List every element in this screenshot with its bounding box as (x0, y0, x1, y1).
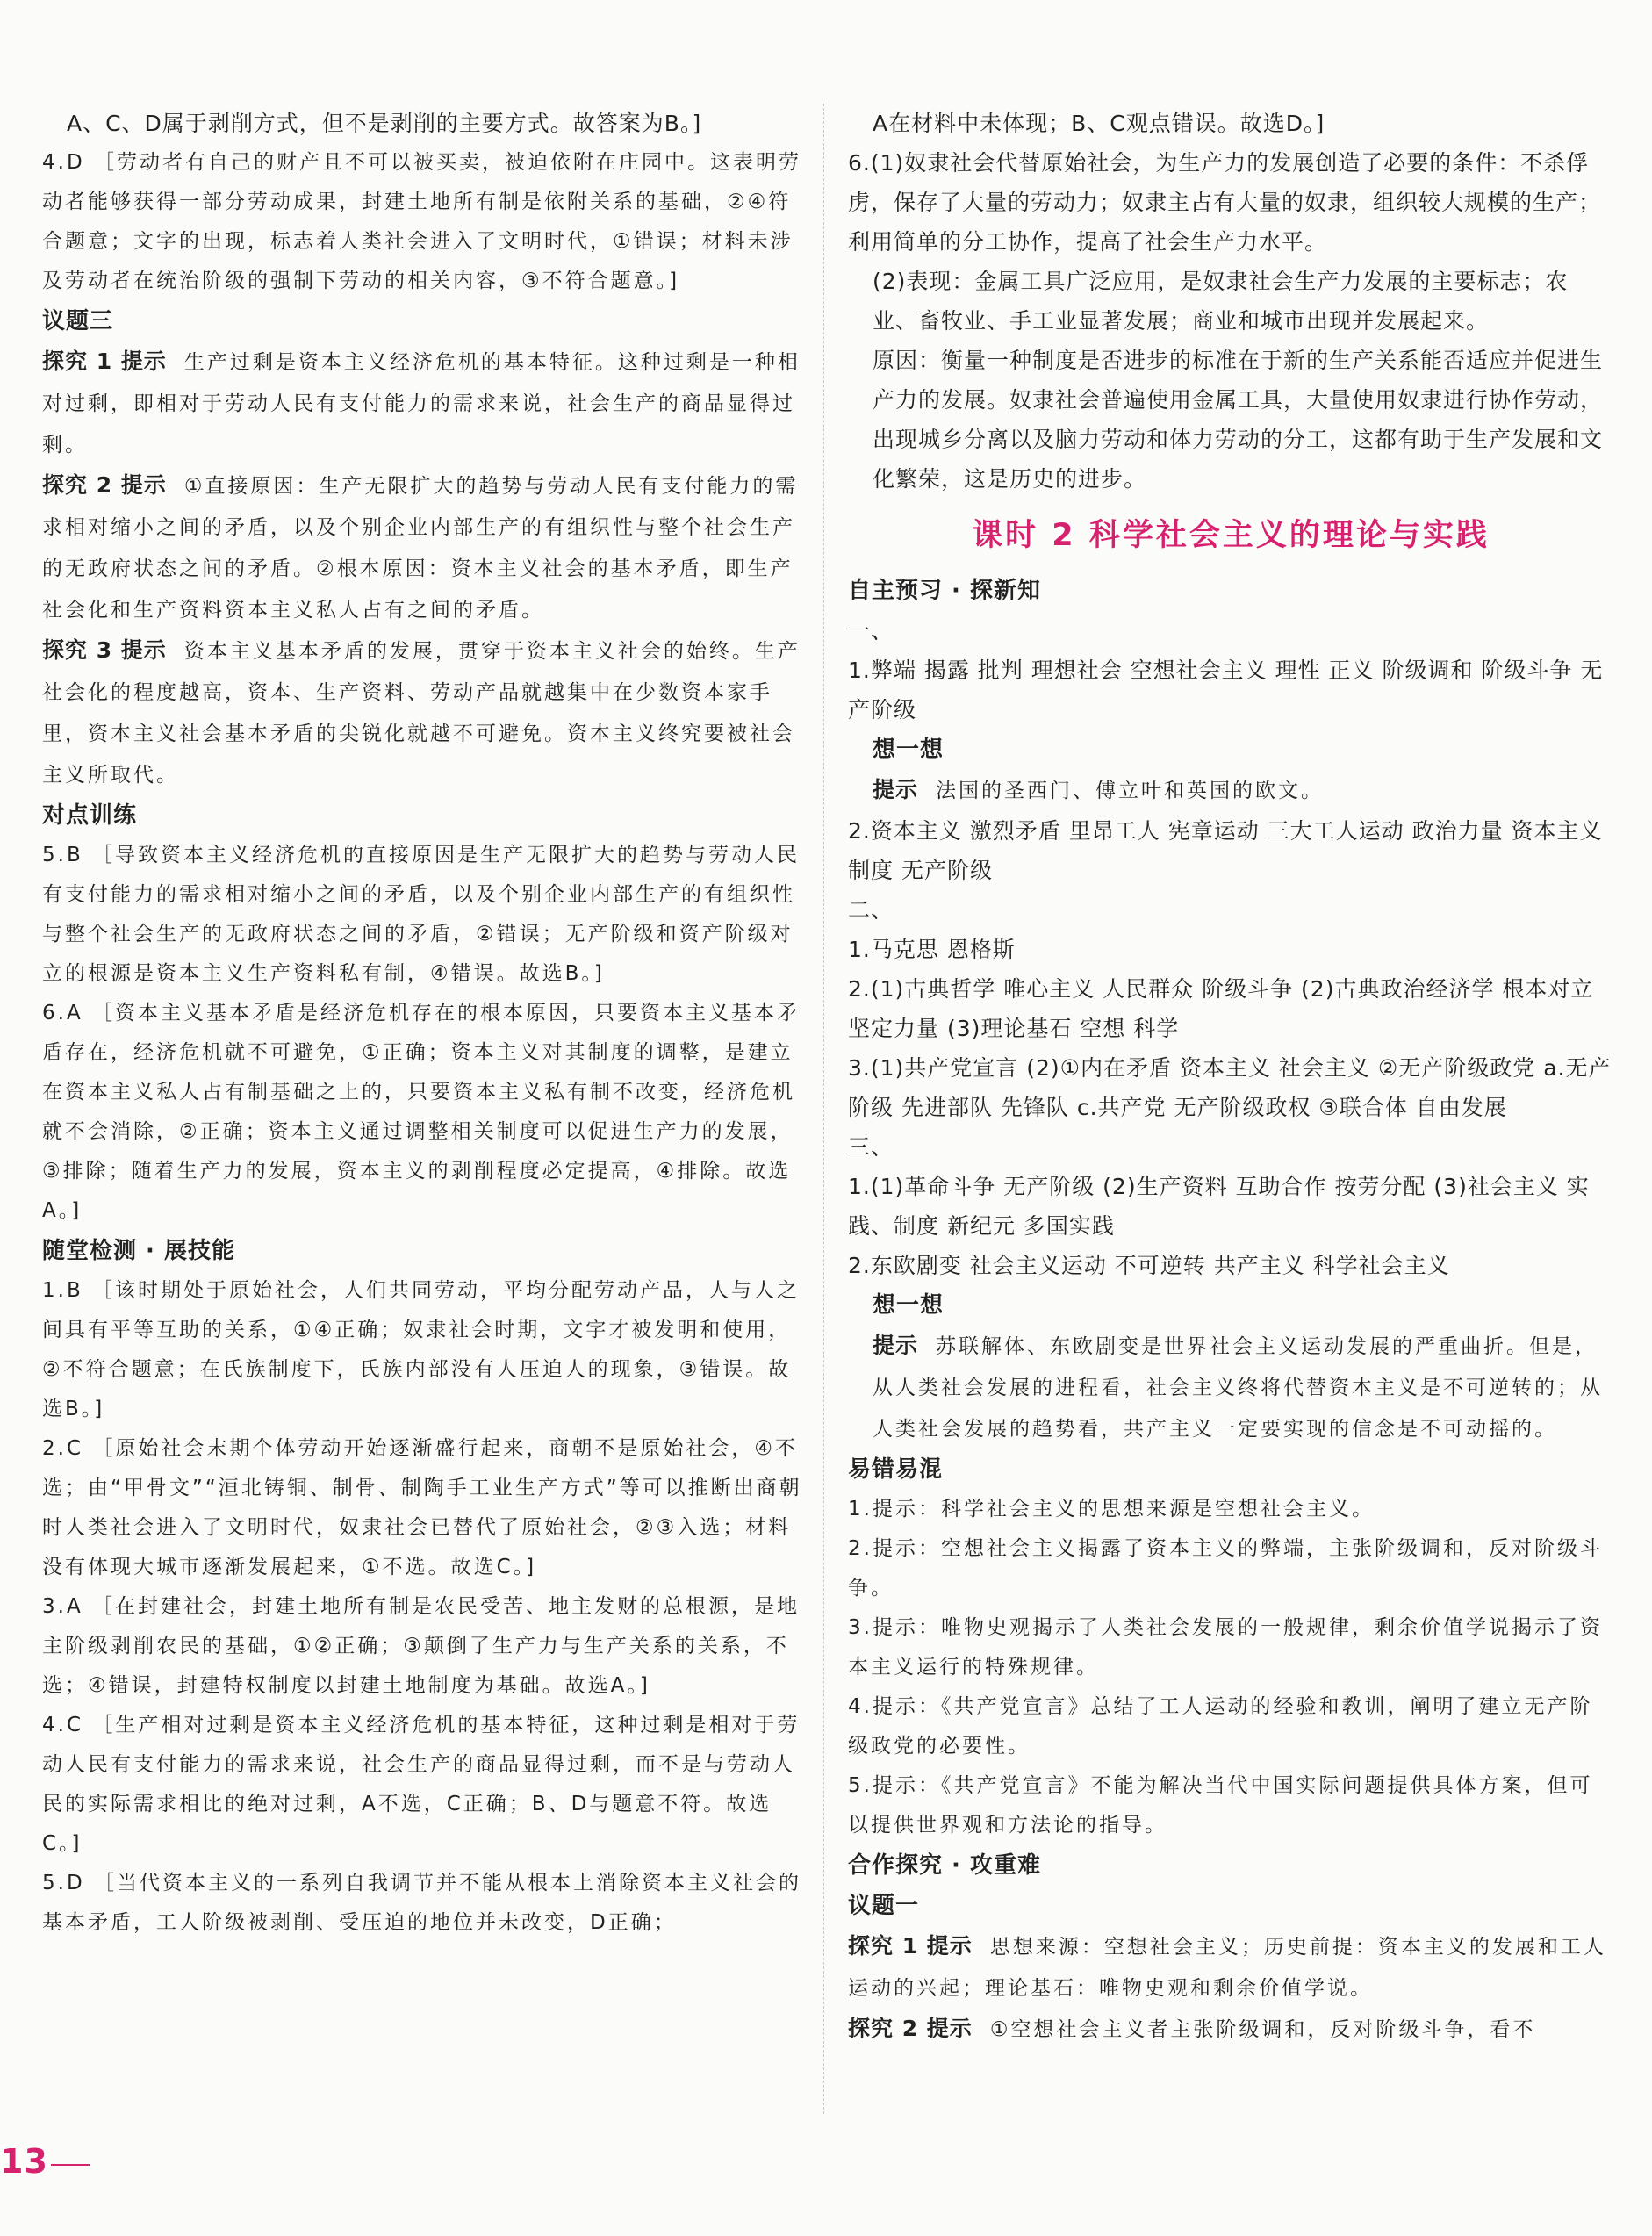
answer-paragraph: 5.提示：《共产党宣言》不能为解决当代中国实际问题提供具体方案，但可以提供世界观和方法论的指导。 (848, 1774, 1593, 1837)
answer-paragraph: 2.C ［原始社会末期个体劳动开始逐渐盛行起来，商朝不是原始社会，④不选；由“甲骨文”“洹北铸铜、制骨、制陶手工业生产方式”等可以推断出商朝时人类社会进入了文明时代，奴隶社会已替代了原始社会，②③入选；材料没有体现大城市逐渐发展起来，①不选。故选C。] (42, 1437, 802, 1578)
answer-paragraph: 1.弊端 揭露 批判 理想社会 空想社会主义 理性 正义 阶级调和 阶级斗争 无产阶级 (848, 658, 1604, 723)
hint-text: ①空想社会主义者主张阶级调和，反对阶级斗争，看不 (989, 2018, 1536, 2041)
hint-text: ①直接原因：生产无限扩大的趋势与劳动人民有支付能力的需求相对缩小之间的矛盾，以及个别企业内部生产的有组织性与整个社会生产的无政府状态之间的矛盾。②根本原因：资本主义社会的基本矛盾，即生产社会化和生产资料资本主义私人占有之间的矛盾。 (42, 475, 799, 622)
hint-paragraph (848, 2009, 1613, 2050)
answer-paragraph: 1.(1)革命斗争 无产阶级 (2)生产资料 互助合作 按劳分配 (3)社会主义 实践、制度 新纪元 多国实践 (848, 1174, 1590, 1239)
hint-label: 提示 (873, 1333, 919, 1358)
hint-label: 探究 2 提示 (848, 2016, 973, 2041)
answer-paragraph: 1.马克思 恩格斯 (848, 937, 1016, 962)
hint-text: 思想来源：空想社会主义；历史前提：资本主义的发展和工人运动的兴起；理论基石：唯物史观和剩余价值学说。 (848, 1936, 1606, 2000)
right-column (848, 104, 1613, 2050)
answer-paragraph: A在材料中未体现；B、C观点错误。故选D。] (873, 111, 1325, 136)
column-divider (823, 104, 824, 2114)
section-heading: 随堂检测 · 展技能 (42, 1238, 235, 1264)
hint-paragraph (42, 342, 808, 465)
section-heading: 合作探究 · 攻重难 (848, 1852, 1041, 1879)
answer-paragraph: 5.D ［当代资本主义的一系列自我调节并不能从根本上消除资本主义社会的基本矛盾，工人阶级被剥削、受压迫的地位并未改变，D正确； (42, 1872, 801, 1934)
page-number: 13 (0, 2142, 48, 2181)
left-column (42, 104, 808, 1943)
hint-paragraph (42, 465, 808, 630)
hint-label: 探究 3 提示 (42, 637, 167, 663)
answer-paragraph: 2.(1)古典哲学 唯心主义 人民群众 阶级斗争 (2)古典政治经济学 根本对立 坚定力量 (3)理论基石 空想 科学 (848, 976, 1594, 1041)
section-heading: 易错易混 (848, 1456, 944, 1483)
hint-label: 探究 1 提示 (42, 349, 167, 374)
page-number-rule (51, 2164, 90, 2166)
answer-paragraph: 3.A ［在封建社会，封建土地所有制是农民受苦、地主发财的总根源，是地主阶级剥削农民的基础，①②正确；③颠倒了生产力与生产关系的关系，不选；④错误，封建特权制度以封建土地制度为基础。故选A。] (42, 1595, 800, 1697)
hint-paragraph (42, 630, 808, 795)
section-heading: 议题三 (42, 308, 114, 334)
answer-paragraph: 2.提示：空想社会主义揭露了资本主义的弊端，主张阶级调和，反对阶级斗争。 (848, 1537, 1603, 1600)
section-title: 课时 2 科学社会主义的理论与实践 (972, 518, 1490, 553)
section-heading: 对点训练 (42, 802, 138, 829)
answer-paragraph: 1.B ［该时期处于原始社会，人们共同劳动，平均分配劳动产品，人与人之间具有平等互助的关系，①④正确；奴隶社会时期，文字才被发明和使用，②不符合题意；在氏族制度下，氏族内部没有人压迫人的现象，③错误。故选B。] (42, 1279, 801, 1420)
section-heading: 想一想 (873, 737, 945, 763)
answer-paragraph: 一、 (848, 618, 894, 643)
answer-paragraph: 5.B ［导致资本主义经济危机的直接原因是生产无限扩大的趋势与劳动人民有支付能力的需求相对缩小之间的矛盾，以及个别企业内部生产的有组织性与整个社会生产的无政府状态之间的矛盾，②错误；无产阶级和资产阶级对立的根源是资本主义生产资料私有制，④错误。故选B。] (42, 844, 801, 985)
hint-paragraph (848, 1926, 1613, 2009)
answer-paragraph: 6.(1)奴隶社会代替原始社会，为生产力的发展创造了必要的条件：不杀俘虏，保存了大量的劳动力；奴隶主占有大量的奴隶，组织较大规模的生产；利用简单的分工协作，提高了社会生产力水平。 (848, 150, 1602, 255)
answer-paragraph: A、C、D属于剥削方式，但不是剥削的主要方式。故答案为B。] (67, 111, 702, 136)
answer-paragraph: 三、 (848, 1134, 894, 1160)
hint-paragraph (848, 1326, 1613, 1449)
section-heading: 想一想 (873, 1292, 945, 1319)
answer-paragraph: 2.东欧剧变 社会主义运动 不可逆转 共产主义 科学社会主义 (848, 1253, 1450, 1278)
answer-paragraph: 4.提示：《共产党宣言》总结了工人运动的经验和教训，阐明了建立无产阶级政党的必要性。 (848, 1695, 1593, 1758)
hint-text: 法国的圣西门、傅立叶和英国的欧文。 (936, 780, 1325, 802)
answer-paragraph: 3.提示：唯物史观揭示了人类社会发展的一般规律，剩余价值学说揭示了资本主义运行的特殊规律。 (848, 1616, 1603, 1679)
answer-paragraph: 1.提示：科学社会主义的思想来源是空想社会主义。 (848, 1498, 1375, 1521)
answer-paragraph: 4.C ［生产相对过剩是资本主义经济危机的基本特征，这种过剩是相对于劳动人民有支付能力的需求来说，社会生产的商品显得过剩，而不是与劳动人民的实际需求相比的绝对过剩，A不选，C正确；B、D与题意不符。故选C。] (42, 1714, 801, 1855)
answer-paragraph: 2.资本主义 激烈矛盾 里昂工人 宪章运动 三大工人运动 政治力量 资本主义制度 无产阶级 (848, 818, 1603, 883)
hint-label: 探究 1 提示 (848, 1933, 973, 1959)
answer-paragraph: (2)表现：金属工具广泛应用，是奴隶社会生产力发展的主要标志；农业、畜牧业、手工业显著发展；商业和城市出现并发展起来。 (873, 269, 1569, 334)
hint-text: 生产过剩是资本主义经济危机的基本特征。这种过剩是一种相对过剩，即相对于劳动人民有支付能力的需求来说，社会生产的商品显得过剩。 (42, 351, 801, 457)
hint-label: 提示 (873, 777, 919, 802)
section-heading: 议题一 (848, 1893, 920, 1919)
answer-paragraph: 二、 (848, 897, 894, 923)
section-heading: 自主预习 · 探新知 (848, 578, 1041, 604)
hint-text: 苏联解体、东欧剧变是世界社会主义运动发展的严重曲折。但是，从人类社会发展的进程看，社会主义终将代替资本主义是不可逆转的；从人类社会发展的趋势看，共产主义一定要实现的信念是不可动摇的。 (873, 1335, 1603, 1441)
hint-label: 探究 2 提示 (42, 472, 167, 498)
hint-paragraph (848, 770, 1613, 811)
answer-paragraph: 4.D ［劳动者有自己的财产且不可以被买卖，被迫依附在庄园中。这表明劳动者能够获得一部分劳动成果，封建土地所有制是依附关系的基础，②④符合题意；文字的出现，标志着人类社会进入了文明时代，①错误；材料未涉及劳动者在统治阶级的强制下劳动的相关内容，③不符合题意。] (42, 151, 801, 292)
answer-paragraph: 6.A ［资本主义基本矛盾是经济危机存在的根本原因，只要资本主义基本矛盾存在，经济危机就不可避免，①正确；资本主义对其制度的调整，是建立在资本主义私人占有制基础之上的，只要资本主义私有制不改变，经济危机就不会消除，②正确；资本主义通过调整相关制度可以促进生产力的发展，③排除；随着生产力的发展，资本主义的剥削程度必定提高，④排除。故选A。] (42, 1002, 800, 1222)
hint-text: 资本主义基本矛盾的发展，贯穿于资本主义社会的始终。生产社会化的程度越高，资本、生产资料、劳动产品就越集中在少数资本家手里，资本主义社会基本矛盾的尖锐化就越不可避免。资本主义终究要被社会主义所取代。 (42, 640, 801, 787)
answer-paragraph: 3.(1)共产党宣言 (2)①内在矛盾 资本主义 社会主义 ②无产阶级政党 a.无产阶级 先进部队 先锋队 c.共产党 无产阶级政权 ③联合体 自由发展 (848, 1055, 1612, 1120)
answer-paragraph: 原因：衡量一种制度是否进步的标准在于新的生产关系能否适应并促进生产力的发展。奴隶社会普遍使用金属工具，大量使用奴隶进行协作劳动，出现城乡分离以及脑力劳动和体力劳动的分工，这都有助于生产发展和文化繁荣，这是历史的进步。 (873, 348, 1604, 492)
